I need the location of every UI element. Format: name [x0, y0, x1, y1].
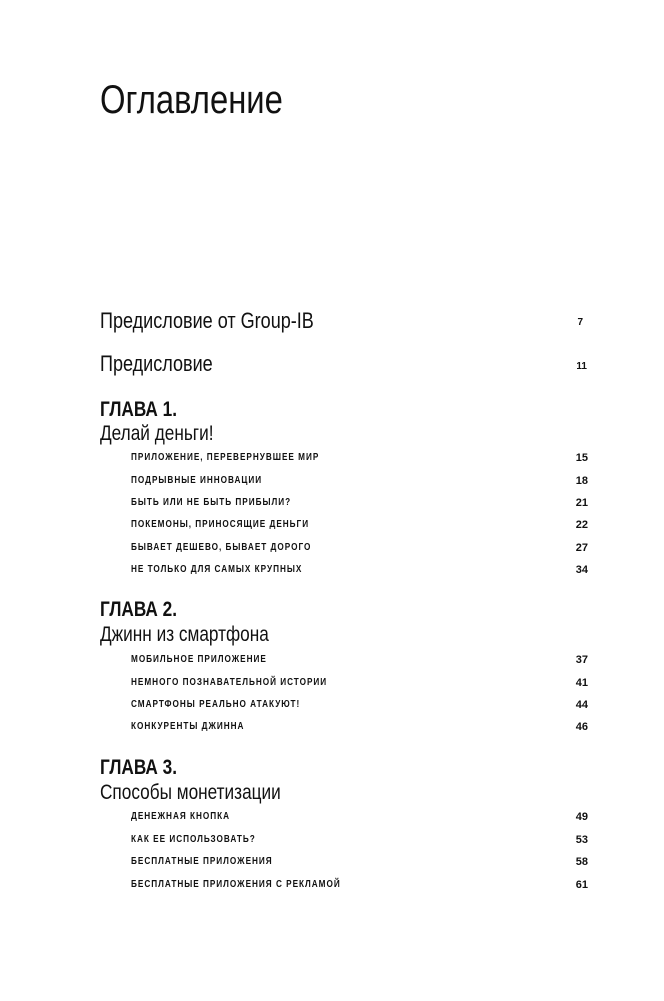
toc-entry-text: ПРИЛОЖЕНИЕ, ПЕРЕВЕРНУВШЕЕ МИР: [131, 452, 320, 463]
chapter-number: [100, 598, 194, 622]
toc-entry-text: БЕСПЛАТНЫЕ ПРИЛОЖЕНИЯ С РЕКЛАМОЙ: [131, 879, 341, 890]
toc-entry[interactable]: [131, 496, 326, 510]
toc-entry-text: КАК ЕЕ ИСПОЛЬЗОВАТЬ?: [131, 834, 256, 845]
page-number: 34: [575, 564, 588, 576]
chapter-number: [100, 398, 194, 422]
toc-entry-preface[interactable]: Предисловие: [100, 351, 213, 376]
chapter-title-text: Джинн из смартфона: [100, 623, 269, 646]
page-number: 44: [575, 699, 588, 711]
chapter-number-text: ГЛАВА 1.: [100, 398, 178, 421]
toc-entry-text: НЕ ТОЛЬКО ДЛЯ САМЫХ КРУПНЫХ: [131, 564, 303, 575]
toc-entry-text: ПОКЕМОНЫ, ПРИНОСЯЩИЕ ДЕНЬГИ: [131, 519, 310, 530]
page-number: 61: [575, 879, 588, 891]
toc-entry-text: МОБИЛЬНОЕ ПРИЛОЖЕНИЕ: [131, 654, 267, 665]
toc-entry-text: СМАРТФОНЫ РЕАЛЬНО АТАКУЮТ!: [131, 699, 301, 710]
toc-entry-text: НЕМНОГО ПОЗНАВАТЕЛЬНОЙ ИСТОРИИ: [131, 677, 328, 688]
page-number: 37: [575, 654, 588, 666]
toc-entry[interactable]: [131, 474, 291, 488]
toc-entry-text: ДЕНЕЖНАЯ КНОПКА: [131, 811, 231, 822]
page-number: 58: [575, 856, 588, 868]
toc-entry[interactable]: [131, 451, 361, 465]
toc-entry[interactable]: [131, 518, 348, 532]
toc-entry-preface-group-ib[interactable]: Предисловие от Group-IB: [100, 308, 314, 333]
page-number: 49: [575, 811, 588, 823]
page-number: 46: [575, 721, 588, 733]
toc-entry-text: БЫВАЕТ ДЕШЕВО, БЫВАЕТ ДОРОГО: [131, 542, 312, 553]
chapter-title[interactable]: [100, 623, 306, 647]
chapter-number: [100, 756, 194, 780]
page-number: 15: [575, 452, 588, 464]
chapter-title[interactable]: [100, 422, 238, 446]
page-number: 18: [575, 475, 588, 487]
page-number: 53: [575, 834, 588, 846]
toc-entry[interactable]: [131, 855, 304, 869]
toc-entry[interactable]: [131, 833, 283, 847]
toc-entry[interactable]: [131, 541, 351, 555]
chapter-title[interactable]: [100, 781, 320, 805]
chapter-title-text: Делай деньги!: [100, 422, 214, 445]
chapter-title-text: Способы монетизации: [100, 781, 281, 804]
page-title: Оглавление: [100, 78, 283, 122]
toc-entry[interactable]: [131, 720, 269, 734]
chapter-number-text: ГЛАВА 3.: [100, 756, 178, 779]
toc-entry-text: КОНКУРЕНТЫ ДЖИННА: [131, 721, 245, 732]
toc-entry[interactable]: [131, 653, 297, 667]
page-number: 7: [577, 317, 583, 328]
page-number: 41: [575, 677, 588, 689]
page-number: 22: [575, 519, 588, 531]
toc-entry[interactable]: [131, 676, 370, 690]
toc-entry-text: БЕСПЛАТНЫЕ ПРИЛОЖЕНИЯ: [131, 856, 273, 867]
page-number: 11: [576, 361, 587, 372]
toc-entry[interactable]: [131, 878, 387, 892]
toc-entry[interactable]: [131, 810, 252, 824]
page-number: 27: [575, 542, 588, 554]
toc-entry[interactable]: [131, 563, 340, 577]
page-number: 21: [575, 497, 588, 509]
toc-entry-text: ПОДРЫВНЫЕ ИННОВАЦИИ: [131, 475, 263, 486]
chapter-number-text: ГЛАВА 2.: [100, 598, 178, 621]
toc-entry[interactable]: [131, 698, 337, 712]
toc-entry-text: БЫТЬ ИЛИ НЕ БЫТЬ ПРИБЫЛИ?: [131, 497, 292, 508]
